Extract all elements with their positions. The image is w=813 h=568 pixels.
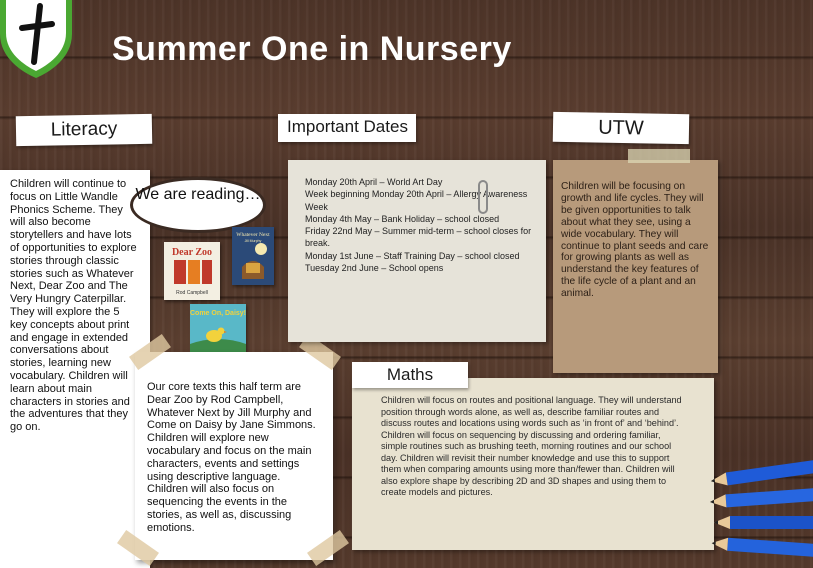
pencils-icon bbox=[700, 440, 813, 568]
book-author: Rod Campbell bbox=[176, 290, 208, 296]
core-texts-text: Our core texts this half term are Dear Zoo by Rod Campbell, Whatever Next by Jill Murphy and Come on Daisy by Jane Simmons. Children will explore new vocabulary and focus on the main characters, events and settings using descriptive language. Children will also focus on sequencing the events in the stories, as well as, discussing emotions. bbox=[147, 381, 316, 534]
page-title: Summer One in Nursery bbox=[112, 30, 512, 68]
date-item: Tuesday 2nd June – School opens bbox=[305, 263, 444, 274]
date-item: Friday 22nd May – Summer mid-term – school closes for break. bbox=[305, 226, 532, 249]
book-cover-come-on-daisy bbox=[190, 304, 246, 356]
date-item: Monday 20th April – World Art Day bbox=[305, 177, 443, 187]
maths-text: Children will focus on routes and positional language. They will understand position through words alone, as well as, describe familiar routes and discuss routes and locations using words such as ‘in front of’ and ‘behind’. Children will focus on sequencing by discussing and ordering familiar, simple routines such as brushing teeth, morning routines and our school day. Children will revisit their number knowledge and use this to support them when comparing amounts using more than/fewer than. Children will also explore shape by describing 2D and 3D shapes and using them to create models and pictures. bbox=[381, 395, 682, 497]
date-item: Monday 4th May – Bank Holiday – school closed bbox=[305, 213, 500, 224]
school-crest-icon bbox=[0, 0, 72, 78]
utw-heading: UTW bbox=[553, 112, 690, 144]
book-title: Come On, Daisy! bbox=[190, 310, 246, 317]
utw-text: Children will be focusing on growth and life cycles. They will be given opportunities to talk about what they see, using a wide vocabulary. They will continue to plant seeds and care for growing plants as well as understand the key features of the life cycle of a plant and an animal. bbox=[561, 181, 709, 300]
book-cover-dear-zoo bbox=[164, 242, 220, 300]
literacy-heading: Literacy bbox=[16, 114, 153, 146]
maths-heading: Maths bbox=[352, 362, 468, 388]
book-cover-whatever-next bbox=[232, 227, 274, 285]
literacy-text: Children will continue to focus on Little Wandle Phonics Scheme. They will also become storytellers and have lots of opportunities to explore stories through classic stories such as Whatever Next, Dear Zoo and The Very Hungry Caterpillar. They will explore the 5 key concepts about print and engage in extended conversations about stories, learning new vocabulary. Children will learn about main characters in stories and the adventures that they go on. bbox=[10, 178, 137, 434]
paper-clip-icon bbox=[478, 180, 488, 214]
important-dates-heading: Important Dates bbox=[278, 114, 416, 142]
book-title: Whatever Next bbox=[236, 232, 270, 238]
tape-strip bbox=[628, 149, 690, 163]
book-author: Jill Murphy bbox=[244, 239, 262, 243]
book-title: Dear Zoo bbox=[171, 247, 213, 258]
date-item: Week beginning Monday 20th April – Allergy Awareness Week bbox=[305, 189, 528, 212]
important-dates-list bbox=[305, 176, 537, 274]
date-item: Monday 1st June – Staff Training Day – school closed bbox=[305, 250, 520, 261]
reading-heading: We are reading… bbox=[135, 186, 261, 203]
